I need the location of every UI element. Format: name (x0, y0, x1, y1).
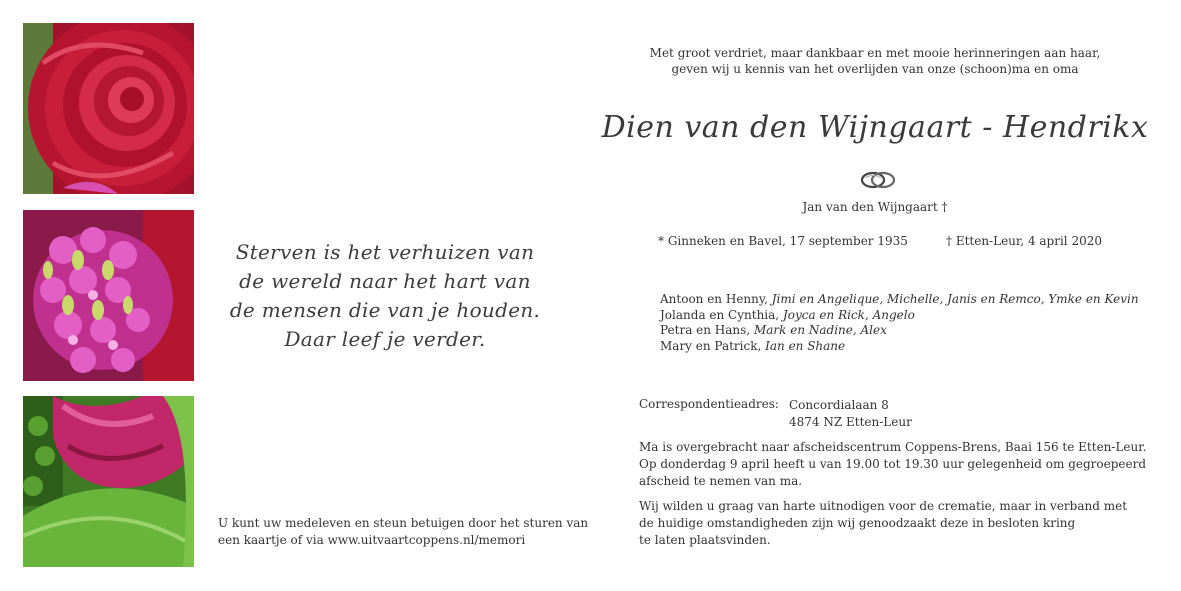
pink-hyacinth-photo (23, 210, 194, 381)
poem (215, 238, 555, 354)
intro-line: Met groot verdriet, maar dankbaar en met mooie herinneringen aan haar, (649, 46, 1101, 60)
family-parents: Mary en Patrick, (660, 338, 766, 353)
condolence-note (218, 515, 589, 549)
paragraph-line: te laten plaatsvinden. (639, 533, 771, 547)
poem-line: Sterven is het verhuizen van (235, 240, 535, 264)
family-row (660, 323, 1139, 339)
deceased-name: Dien van den Wijngaart - Hendrikx (601, 110, 1149, 145)
paragraph-line: Wij wilden u graag van harte uitnodigen voor de crematie, maar in verband met (639, 499, 1128, 513)
paragraph-line: Ma is overgebracht naar afscheidscentrum Coppens-Brens, Baai 156 te Etten-Leur. (639, 440, 1147, 454)
family-row (660, 308, 1139, 324)
hyacinth-image (23, 210, 194, 381)
family-parents: Antoon en Henny, (660, 292, 772, 306)
family-row (660, 339, 1139, 355)
condolence-line: een kaartje of via www.uitvaartcoppens.nl/memori (218, 533, 526, 547)
address-city: 4874 NZ Etten-Leur (789, 415, 912, 429)
poem-line: de wereld naar het hart van (239, 269, 531, 293)
paragraph-line: Op donderdag 9 april heeft u van 19.00 tot 19.30 uur gelegenheid om gegroepeerd (639, 457, 1147, 471)
family-list (660, 292, 1139, 354)
farewell-paragraph (639, 439, 1147, 490)
correspondence-address (789, 397, 912, 431)
family-parents: Jolanda en Cynthia, (660, 307, 783, 322)
death-info: † Etten-Leur, 4 april 2020 (946, 234, 1102, 248)
poem-line: Daar leef je verder. (284, 327, 486, 351)
wedding-rings-icon (859, 169, 897, 191)
red-ranunculus-photo (23, 23, 194, 194)
poem-line: de mensen die van je houden. (229, 298, 541, 322)
family-children: Jimi en Angelique, Michelle, Janis en Remco, Ymke en Kevin (771, 292, 1139, 306)
leaf-flower-image (23, 396, 194, 567)
family-children: Joyca en Rick, Angelo (782, 307, 915, 322)
birth-info: * Ginneken en Bavel, 17 september 1935 (658, 234, 908, 248)
spouse-name: Jan van den Wijngaart † (802, 200, 948, 214)
address-street: Concordialaan 8 (789, 398, 889, 412)
paragraph-line: afscheid te nemen van ma. (639, 474, 803, 488)
flower-leaf-photo (23, 396, 194, 567)
family-row (660, 292, 1139, 308)
family-children: Ian en Shane (765, 338, 846, 353)
family-children: Mark en Nadine, Alex (753, 323, 887, 337)
intro-line: geven wij u kennis van het overlijden van onze (schoon)ma en oma (671, 62, 1079, 76)
family-parents: Petra en Hans, (660, 323, 754, 337)
paragraph-line: de huidige omstandigheden zijn wij genoodzaakt deze in besloten kring (639, 516, 1076, 530)
correspondence-label: Correspondentieadres: (639, 397, 779, 411)
condolence-line: U kunt uw medeleven en steun betuigen door het sturen van (218, 516, 589, 530)
cremation-paragraph (639, 498, 1127, 549)
red-rose-image (23, 23, 194, 194)
intro-text (630, 45, 1120, 77)
